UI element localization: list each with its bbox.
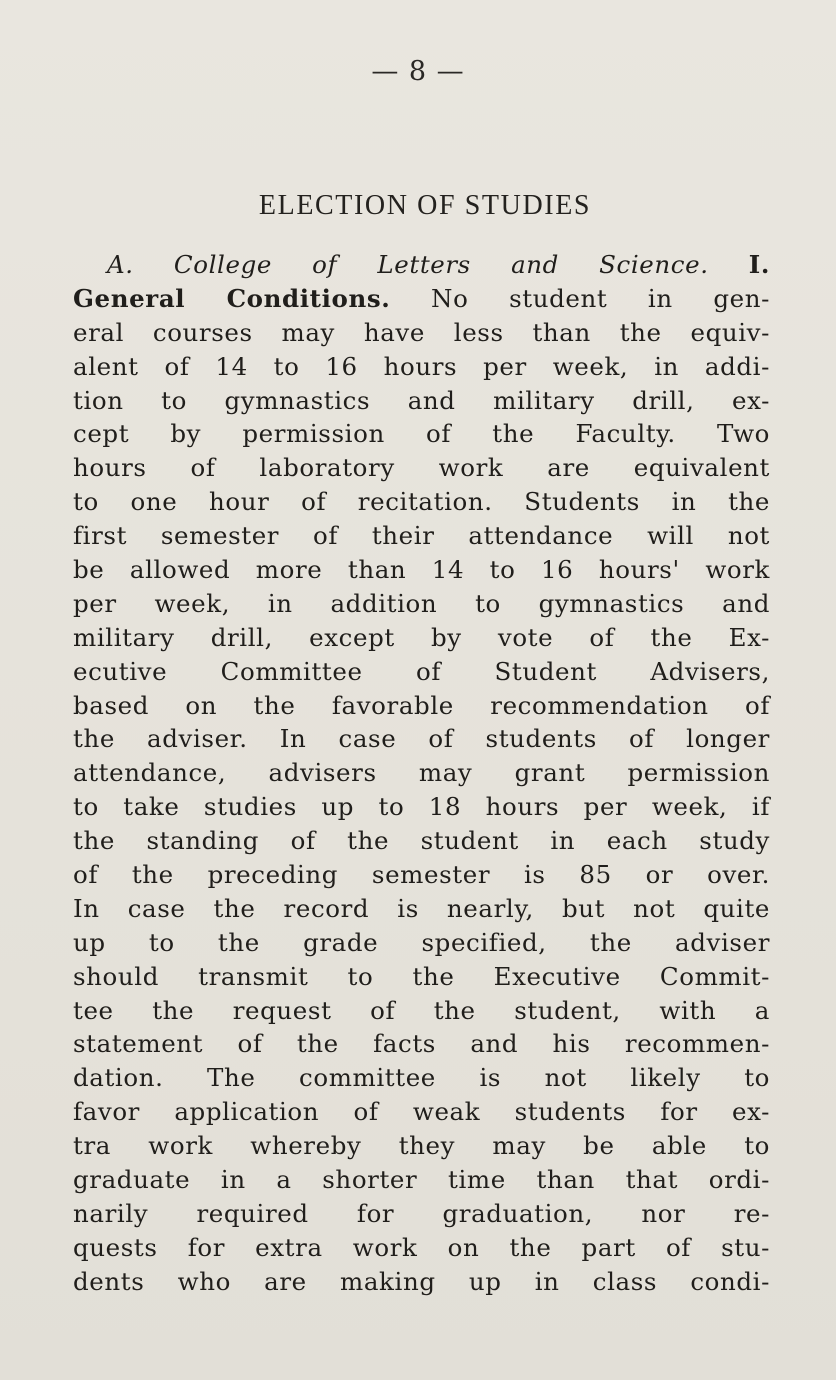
text-line: In case the record is nearly, but not quite xyxy=(73,893,770,923)
text-line: dation. The committee is not likely to xyxy=(73,1063,770,1093)
subsection-title: General Conditions. xyxy=(73,283,391,313)
first-line-tail: No student in gen- xyxy=(431,283,771,313)
text-line: quests for extra work on the part of stu- xyxy=(73,1232,770,1262)
text-line: to take studies up to 18 hours per week, if xyxy=(73,792,770,822)
subsection-number: I. xyxy=(748,250,770,279)
text-line: cept by permission of the Faculty. Two xyxy=(73,419,770,449)
text-line: should transmit to the Executive Commit- xyxy=(73,961,770,991)
section-title: College of Letters and Science. xyxy=(173,250,709,279)
text-line: tee the request of the student, with a xyxy=(73,995,770,1025)
text-line: the standing of the student in each study xyxy=(73,826,770,856)
text-line: narily required for graduation, nor re- xyxy=(73,1198,770,1228)
text-line: first semester of their attendance will not xyxy=(73,521,770,551)
body-text xyxy=(73,248,770,1299)
text-line: the adviser. In case of students of longer xyxy=(73,724,770,754)
text-line: military drill, except by vote of the Ex- xyxy=(73,622,770,652)
text-line xyxy=(73,282,770,316)
text-line: tion to gymnastics and military drill, ex- xyxy=(73,385,770,415)
text-line: per week, in addition to gymnastics and xyxy=(73,588,770,618)
text-line: eral courses may have less than the equiv- xyxy=(73,317,770,347)
section-heading: ELECTION OF STUDIES xyxy=(258,190,592,221)
text-line xyxy=(73,248,770,282)
text-line: dents who are making up in class condi- xyxy=(73,1266,770,1296)
text-line: statement of the facts and his recommen- xyxy=(73,1029,770,1059)
text-line: attendance, advisers may grant permission xyxy=(73,758,770,788)
page-number: — 8 — xyxy=(371,56,465,87)
text-line: graduate in a shorter time than that ordi- xyxy=(73,1165,770,1195)
text-line: favor application of weak students for ex- xyxy=(73,1097,770,1127)
text-line: up to the grade specified, the adviser xyxy=(73,927,770,957)
text-line: be allowed more than 14 to 16 hours' work xyxy=(73,555,770,585)
section-label: A. xyxy=(107,250,134,279)
text-line: hours of laboratory work are equivalent xyxy=(73,453,770,483)
text-line: to one hour of recitation. Students in the xyxy=(73,487,770,517)
text-line: tra work whereby they may be able to xyxy=(73,1131,770,1161)
text-line: ecutive Committee of Student Advisers, xyxy=(73,656,770,686)
text-line: alent of 14 to 16 hours per week, in addi- xyxy=(73,351,770,381)
text-line: based on the favorable recommendation of xyxy=(73,690,770,720)
text-line: of the preceding semester is 85 or over. xyxy=(73,860,770,890)
